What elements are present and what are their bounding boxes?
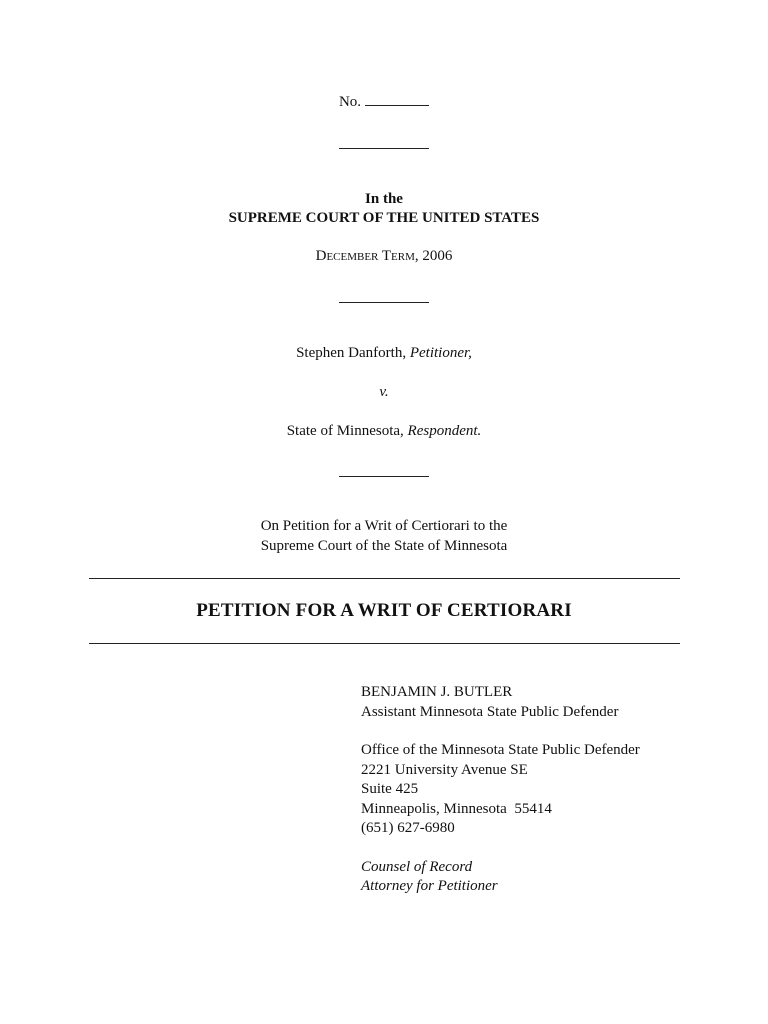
counsel-name: BENJAMIN J. BUTLER xyxy=(361,684,513,700)
petitioner-name: Stephen Danforth, xyxy=(296,345,407,361)
respondent-name: State of Minnesota, xyxy=(286,423,404,439)
respondent-line xyxy=(0,423,768,440)
court-in-the: In the xyxy=(365,191,403,207)
title-top-rule xyxy=(89,578,680,579)
petition-source-line1: On Petition for a Writ of Certiorari to the xyxy=(260,518,508,534)
counsel-suite: Suite 425 xyxy=(361,781,419,797)
counsel-role-2: Attorney for Petitioner xyxy=(361,878,498,894)
counsel-phone: (651) 627-6980 xyxy=(361,820,455,836)
counsel-office: Office of the Minnesota State Public Defender xyxy=(361,742,640,758)
petitioner-line xyxy=(0,345,768,362)
docket-blank xyxy=(365,93,429,106)
versus: v. xyxy=(379,384,389,400)
counsel-block xyxy=(361,683,741,897)
document-title: PETITION FOR A WRIT OF CERTIORARI xyxy=(196,600,572,621)
counsel-role-1: Counsel of Record xyxy=(361,858,473,875)
counsel-city: Minneapolis, Minnesota 55414 xyxy=(361,800,552,817)
counsel-title: Assistant Minnesota State Public Defender xyxy=(361,703,619,720)
court-term: December Term, 2006 xyxy=(315,248,453,264)
separator-line-3 xyxy=(339,476,429,477)
title-bottom-rule xyxy=(89,643,680,644)
docket-number xyxy=(0,93,768,111)
petitioner-role: Petitioner, xyxy=(409,345,472,361)
counsel-street: 2221 University Avenue SE xyxy=(361,761,528,778)
petition-source-line2: Supreme Court of the State of Minnesota xyxy=(260,538,508,554)
counsel-spacer-2 xyxy=(361,839,741,858)
docket-prefix: No. xyxy=(338,94,362,110)
court-name: SUPREME COURT OF THE UNITED STATES xyxy=(228,210,540,226)
respondent-role: Respondent. xyxy=(407,423,482,439)
counsel-spacer-1 xyxy=(361,722,741,741)
separator-line-1 xyxy=(339,148,429,149)
separator-line-2 xyxy=(339,302,429,303)
